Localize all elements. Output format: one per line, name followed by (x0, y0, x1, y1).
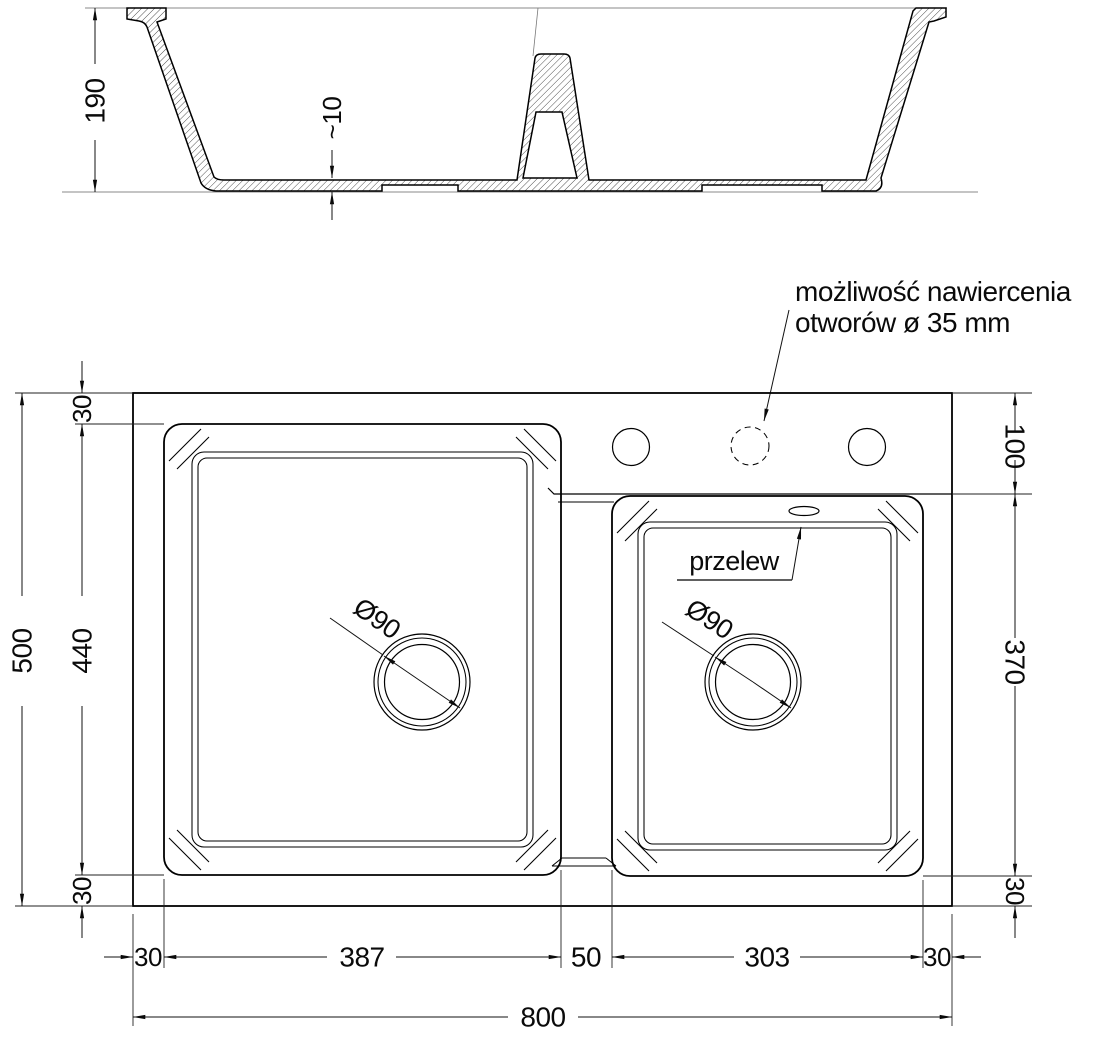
extension-lines (15, 393, 1032, 1026)
dim-divider-width-value: 50 (570, 941, 602, 973)
dim-top-margin (67, 361, 97, 423)
dim-overall-depth (7, 393, 38, 906)
dim-bowl-depth-value: 440 (66, 628, 98, 674)
deck-edge (548, 488, 952, 502)
dim-bowl-depth (67, 424, 98, 875)
overflow-slot (789, 507, 819, 516)
optional-drill-hole-dashed (731, 427, 769, 465)
overflow-label: przelew (689, 546, 779, 576)
divider-back-edge-line (533, 8, 538, 56)
dim-top-margin-value: 30 (67, 395, 97, 423)
dim-overall-depth-value: 500 (6, 628, 38, 674)
dim-bottom-thickness (317, 97, 347, 220)
faucet-hole-right (849, 429, 886, 466)
dim-bottom-margin-right (1000, 877, 1030, 938)
dim-section-depth-value: 190 (79, 78, 111, 124)
dim-bottom-margin-left (67, 877, 97, 938)
dim-right-bowl-width-value: 303 (744, 941, 790, 973)
drill-note (764, 276, 1072, 421)
dim-bottom-thickness-value: ~10 (317, 96, 347, 140)
right-drain (662, 593, 801, 730)
dim-bottom-chain (104, 942, 981, 973)
left-bowl (164, 424, 561, 875)
dim-right-bowl-depth (1000, 494, 1031, 876)
dim-bottom-margin-left-value: 30 (67, 877, 97, 905)
overflow-leader (792, 527, 801, 580)
dim-section-depth (80, 8, 111, 192)
dim-right-bowl-depth-value: 370 (999, 639, 1031, 685)
faucet-hole-left (613, 429, 650, 466)
left-drain-diameter-label: Ø90 (348, 591, 406, 645)
right-drain-diameter-label: Ø90 (680, 592, 739, 646)
drill-note-leader (764, 310, 789, 421)
dim-deck-depth (1000, 393, 1031, 494)
left-bowl-corner-chamfers (169, 429, 556, 870)
dim-right-margin-value: 30 (923, 942, 951, 972)
drill-note-line1: możliwość nawiercenia (795, 276, 1071, 307)
plan-view (133, 276, 1072, 906)
dim-overall-width-value: 800 (520, 1001, 566, 1033)
sink-outline (133, 393, 952, 906)
cross-section-view (62, 8, 978, 220)
drill-note-line2: otworów ø 35 mm (795, 307, 1010, 338)
dim-bottom-margin-right-value: 30 (1000, 877, 1030, 905)
dim-overall-width (133, 1002, 952, 1033)
left-drain (330, 592, 470, 730)
overflow (677, 507, 819, 581)
dim-left-bowl-width-value: 387 (339, 941, 385, 973)
sink-section-body (127, 8, 946, 191)
dim-deck-depth-value: 100 (999, 423, 1031, 469)
dim-left-margin-value: 30 (134, 942, 162, 972)
